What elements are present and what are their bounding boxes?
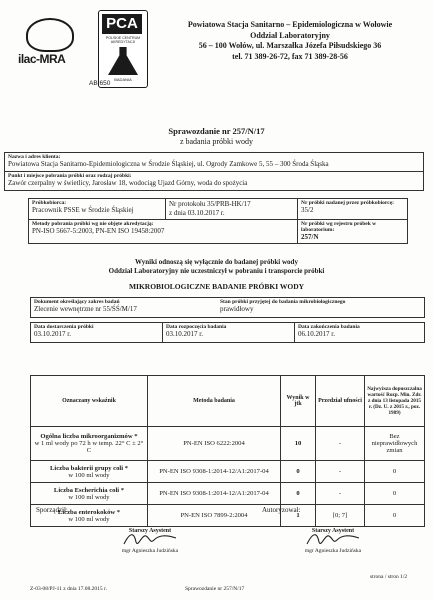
header-uncertainty: Przedział ufności (316, 376, 365, 427)
header-indicator: Oznaczany wskaźnik (31, 376, 148, 427)
right-signature-block (278, 528, 388, 554)
pca-logo-bottom: BADANIA (114, 77, 132, 82)
result-value: 0 (281, 461, 316, 483)
results-header-row (31, 376, 425, 427)
indicator-cell (31, 483, 148, 505)
handwritten-signature-icon (120, 530, 180, 548)
condition-cell (217, 298, 425, 318)
sampling-place-label: Punkt i miejsce pobrania próbki oraz rodzaj próbki: (8, 173, 132, 179)
ci-value: - (316, 461, 365, 483)
flask-icon (108, 47, 138, 75)
method-value: PN-EN ISO 7899-2:2004 (148, 505, 281, 527)
result-value: 0 (281, 483, 316, 505)
accreditation-logos (18, 10, 168, 90)
method-value: PN-EN ISO 6222:2004 (148, 427, 281, 461)
end-date-value: 06.10.2017 r. (298, 330, 335, 338)
footer-report-number: Sprawozdanie nr 257/N/17 (185, 586, 245, 592)
protocol-value: z dnia 03.10.2017 r. (169, 209, 225, 217)
indicator-name: Liczba Escherichia coli * (53, 486, 125, 494)
table-row (31, 483, 425, 505)
footer-page-number: strona / stron 1/2 (370, 574, 408, 580)
method-value: PN-ISO 5667-5:2003, PN-EN ISO 19458:2007 (32, 227, 165, 235)
indicator-cell (31, 461, 148, 483)
start-date-value: 03.10.2017 r. (166, 330, 203, 338)
report-title: Sprawozdanie nr 257/N/17 (168, 126, 265, 136)
condition-value: prawidłowy (220, 305, 254, 313)
limit-value: 0 (365, 483, 425, 505)
method-value: PN-EN ISO 9308-1:2014-12/A1:2017-04 (148, 461, 281, 483)
client-value: Powiatowa Stacja Sanitarno-Epidemiologiczna w Środzie Śląskiej, ul. Ogrody Zamkowe 5, 55 – 300 Środa Śląska (8, 160, 329, 168)
lab-header (170, 20, 410, 62)
lab-number-cell (298, 220, 408, 244)
scope-value: Zlecenie wewnętrzne nr 55/ŚŚ/M/17 (34, 305, 137, 313)
indicator-unit: w 100 ml wody (68, 471, 110, 479)
ilac-mra-logo (18, 18, 78, 70)
globe-icon (26, 18, 74, 52)
indicator-unit: w 1 ml wody po 72 h w temp. 22° C ± 2° C (34, 440, 144, 454)
method-cell (29, 220, 298, 244)
lab-number-label: Nr próbki wg rejestru próbek w laboratorium: (301, 221, 377, 233)
accreditation-number: AB 650 (89, 80, 111, 87)
disclaimer-line-2: Oddział Laboratoryjny nie uczestniczył w pobraniu i transporcie próbki (108, 266, 325, 275)
sample-number-label: Nr próbki nadanej przez próbkobiorcę: (301, 200, 394, 206)
sampling-place-cell (5, 172, 424, 191)
delivery-date-value: 03.10.2017 r. (34, 330, 71, 338)
header-method: Metoda badania (148, 376, 281, 427)
limit-value: Bez nieprawidłowych zmian (365, 427, 425, 461)
ci-value: - (316, 483, 365, 505)
header-limit: Najwyższa dopuszczalna wartość Rozp. Min. Zdr. z dnia 13 listopada 2015 r. (Dz. U. z 2015 r., poz. 1989) (365, 376, 425, 427)
report-subtitle: z badania próbki wody (179, 137, 254, 146)
condition-label: Stan próbki przyjętej do badania mikrobiologicznego (220, 299, 346, 305)
micro-section-title: MIKROBIOLOGICZNE BADANIE PRÓBKI WODY (128, 282, 305, 291)
limit-value: 0 (365, 505, 425, 527)
header-result: Wynik w jtk (281, 376, 316, 427)
indicator-name: Liczba bakterii grupy coli * (49, 464, 129, 472)
indicator-unit: w 100 ml wody (68, 515, 110, 523)
right-stamp-title: Starszy Asystent (311, 528, 355, 534)
table-row (31, 461, 425, 483)
left-stamp-title: Starszy Asystent (128, 528, 172, 534)
scope-table (30, 297, 425, 318)
lab-number-value: 257/N (301, 233, 319, 241)
protocol-cell (166, 199, 298, 220)
table-row (31, 505, 425, 527)
disclaimer-line-1: Wyniki odnoszą się wyłącznie do badanej próbki wody (135, 258, 298, 266)
left-signatory-name: mgr Agnieszka Judzińska (121, 548, 179, 554)
client-label: Nazwa i adres klienta: (8, 154, 61, 160)
header-line-4: tel. 71 389-26-72, fax 71 389-28-56 (232, 51, 348, 61)
limit-value: 0 (365, 461, 425, 483)
dates-table (30, 322, 425, 343)
sampler-label: Próbkobiorca: (32, 200, 67, 206)
indicator-name: Liczba enterokoków * (57, 508, 121, 516)
prepared-label: Sporządził: (36, 506, 68, 514)
sampler-value: Pracownik PSSE w Środzie Śląskiej (32, 206, 134, 214)
method-value: PN-EN ISO 9308-1:2014-12/A1:2017-04 (148, 483, 281, 505)
header-line-2: Oddział Laboratoryjny (250, 30, 330, 40)
indicator-cell (31, 427, 148, 461)
method-label: Metody pobrania próbki wg nie objęte akredytacją: (32, 221, 154, 227)
table-row (31, 427, 425, 461)
scope-cell (31, 298, 218, 318)
sampler-cell (29, 199, 166, 220)
client-cell (5, 153, 424, 172)
indicator-name: Ogólna liczba mikroorganizmów * (40, 433, 138, 440)
handwritten-signature-icon (303, 530, 363, 548)
result-value: 1 (281, 505, 316, 527)
ci-value: [0; 7] (316, 505, 365, 527)
sample-number-value: 35/2 (301, 206, 314, 214)
pca-logo-subtext: POLSKIE CENTRUM AKREDYTACJI (105, 36, 141, 44)
start-date-label: Data rozpoczęcia badania (166, 324, 227, 330)
scope-label: Dokument określający zakres badań (34, 299, 120, 305)
start-date-cell (163, 323, 295, 343)
delivery-date-cell (31, 323, 163, 343)
sample-info-table (28, 198, 408, 244)
results-table (30, 375, 425, 527)
delivery-date-label: Data dostarczenia próbki (34, 324, 94, 330)
protocol-label: Nr protokołu 35/PRB-HK/17 (169, 200, 251, 208)
result-value: 10 (281, 427, 316, 461)
pca-logo-text: PCA (102, 14, 142, 34)
indicator-unit: w 100 ml wody (68, 493, 110, 501)
authorized-label: Autoryzował: (262, 506, 301, 514)
right-signatory-name: mgr Agnieszka Judzińska (304, 548, 362, 554)
ilac-logo-text: ilac-MRA (18, 52, 66, 66)
left-signature-block (95, 528, 205, 554)
pca-logo (98, 10, 148, 88)
disclaimer-note (0, 258, 433, 275)
footer-form-code: Z-03-08/PJ-11 z dnia 17.08.2015 r. (30, 586, 107, 592)
sampling-place-value: Zawór czerpalny w świetlicy, Jarosław 18, wodociąg Ujazd Górny, woda do spożycia (8, 179, 248, 187)
client-table (4, 152, 424, 191)
ci-value: - (316, 427, 365, 461)
end-date-label: Data zakończenia badania (298, 324, 360, 330)
header-line-1: Powiatowa Stacja Sanitarno – Epidemiologiczna w Wołowie (187, 20, 393, 29)
header-line-3: 56 – 100 Wołów, ul. Marszałka Józefa Piłsudskiego 36 (198, 41, 382, 50)
end-date-cell (295, 323, 425, 343)
sample-number-cell (298, 199, 408, 220)
